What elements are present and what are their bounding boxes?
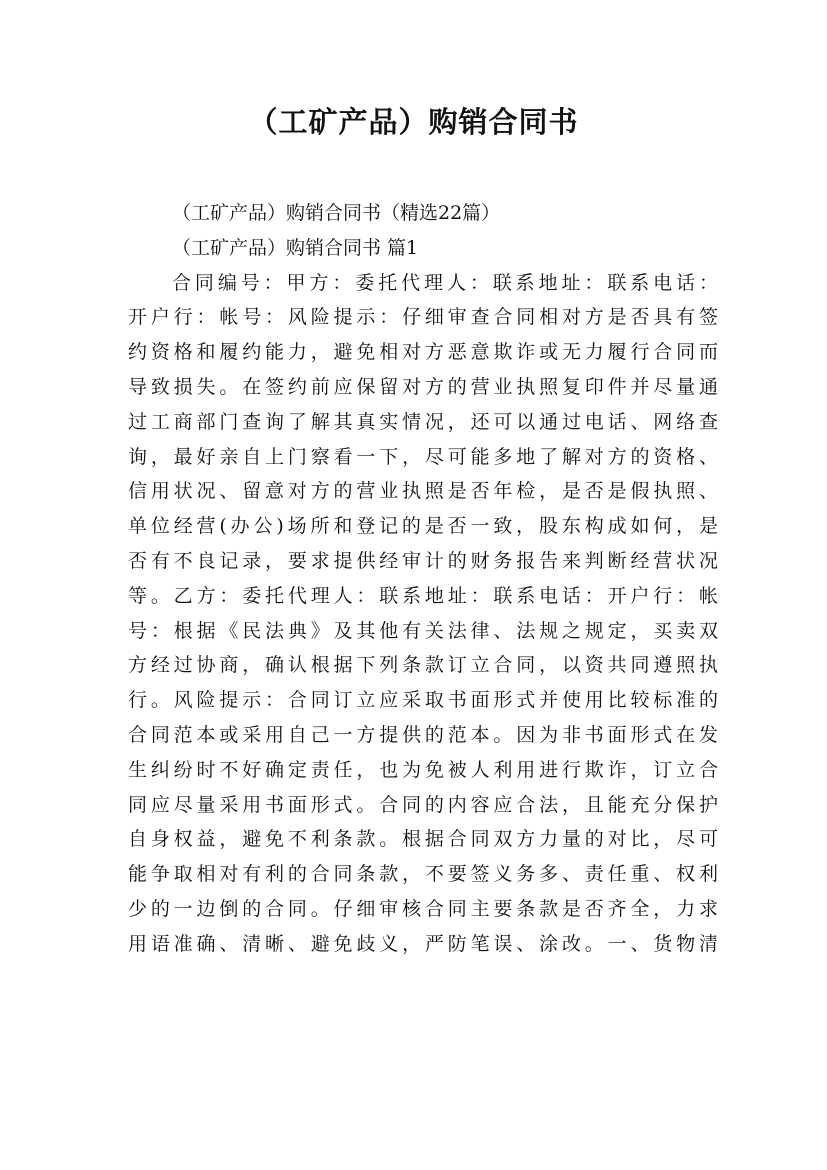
body-line-17: 自身权益，避免不利条款。根据合同双方力量的对比，尽可 xyxy=(128,828,718,851)
document-subtitle: （工矿产品）购销合同书（精选22篇） xyxy=(172,202,501,224)
body-line-8: 单位经营(办公)场所和登记的是否一致，股东构成如何，是 xyxy=(128,515,718,538)
document-title: （工矿产品）购销合同书 xyxy=(248,105,579,139)
body-line-6: 询，最好亲自上门察看一下，尽可能多地了解对方的资格、 xyxy=(128,445,718,468)
body-line-16: 同应尽量采用书面形式。合同的内容应合法，且能充分保护 xyxy=(128,793,718,816)
section-heading: （工矿产品）购销合同书 篇1 xyxy=(172,236,419,259)
body-line-15: 生纠纷时不好确定责任，也为免被人利用进行欺诈，订立合 xyxy=(128,758,718,781)
body-line-13: 行。风险提示：合同订立应采取书面形式并使用比较标准的 xyxy=(128,689,718,712)
body-line-19: 少的一边倒的合同。仔细审核合同主要条款是否齐全，力求 xyxy=(128,897,718,920)
body-line-12: 方经过协商，确认根据下列条款订立合同，以资共同遵照执 xyxy=(128,654,718,677)
body-line-18: 能争取相对有利的合同条款，不要签义务多、责任重、权利 xyxy=(128,863,718,886)
body-line-7: 信用状况、留意对方的营业执照是否年检，是否是假执照、 xyxy=(128,480,718,503)
body-line-1: 合同编号：甲方：委托代理人：联系地址：联系电话： xyxy=(172,271,718,294)
document-body xyxy=(128,196,718,962)
body-line-9: 否有不良记录，要求提供经审计的财务报告来判断经营状况 xyxy=(128,549,718,572)
body-line-3: 约资格和履约能力，避免相对方恶意欺诈或无力履行合同而 xyxy=(128,341,718,364)
body-line-4: 导致损失。在签约前应保留对方的营业执照复印件并尽量通 xyxy=(128,375,718,398)
body-line-10: 等。乙方：委托代理人：联系地址：联系电话：开户行：帐 xyxy=(128,584,718,607)
body-line-20: 用语准确、清晰、避免歧义，严防笔误、涂改。一、货物清 xyxy=(128,932,718,955)
body-line-2: 开户行：帐号：风险提示：仔细审查合同相对方是否具有签 xyxy=(128,306,718,329)
body-line-5: 过工商部门查询了解其真实情况，还可以通过电话、网络查 xyxy=(128,410,718,433)
body-line-11: 号：根据《民法典》及其他有关法律、法规之规定，买卖双 xyxy=(128,619,718,642)
body-line-14: 合同范本或采用自己一方提供的范本。因为非书面形式在发 xyxy=(128,723,718,746)
